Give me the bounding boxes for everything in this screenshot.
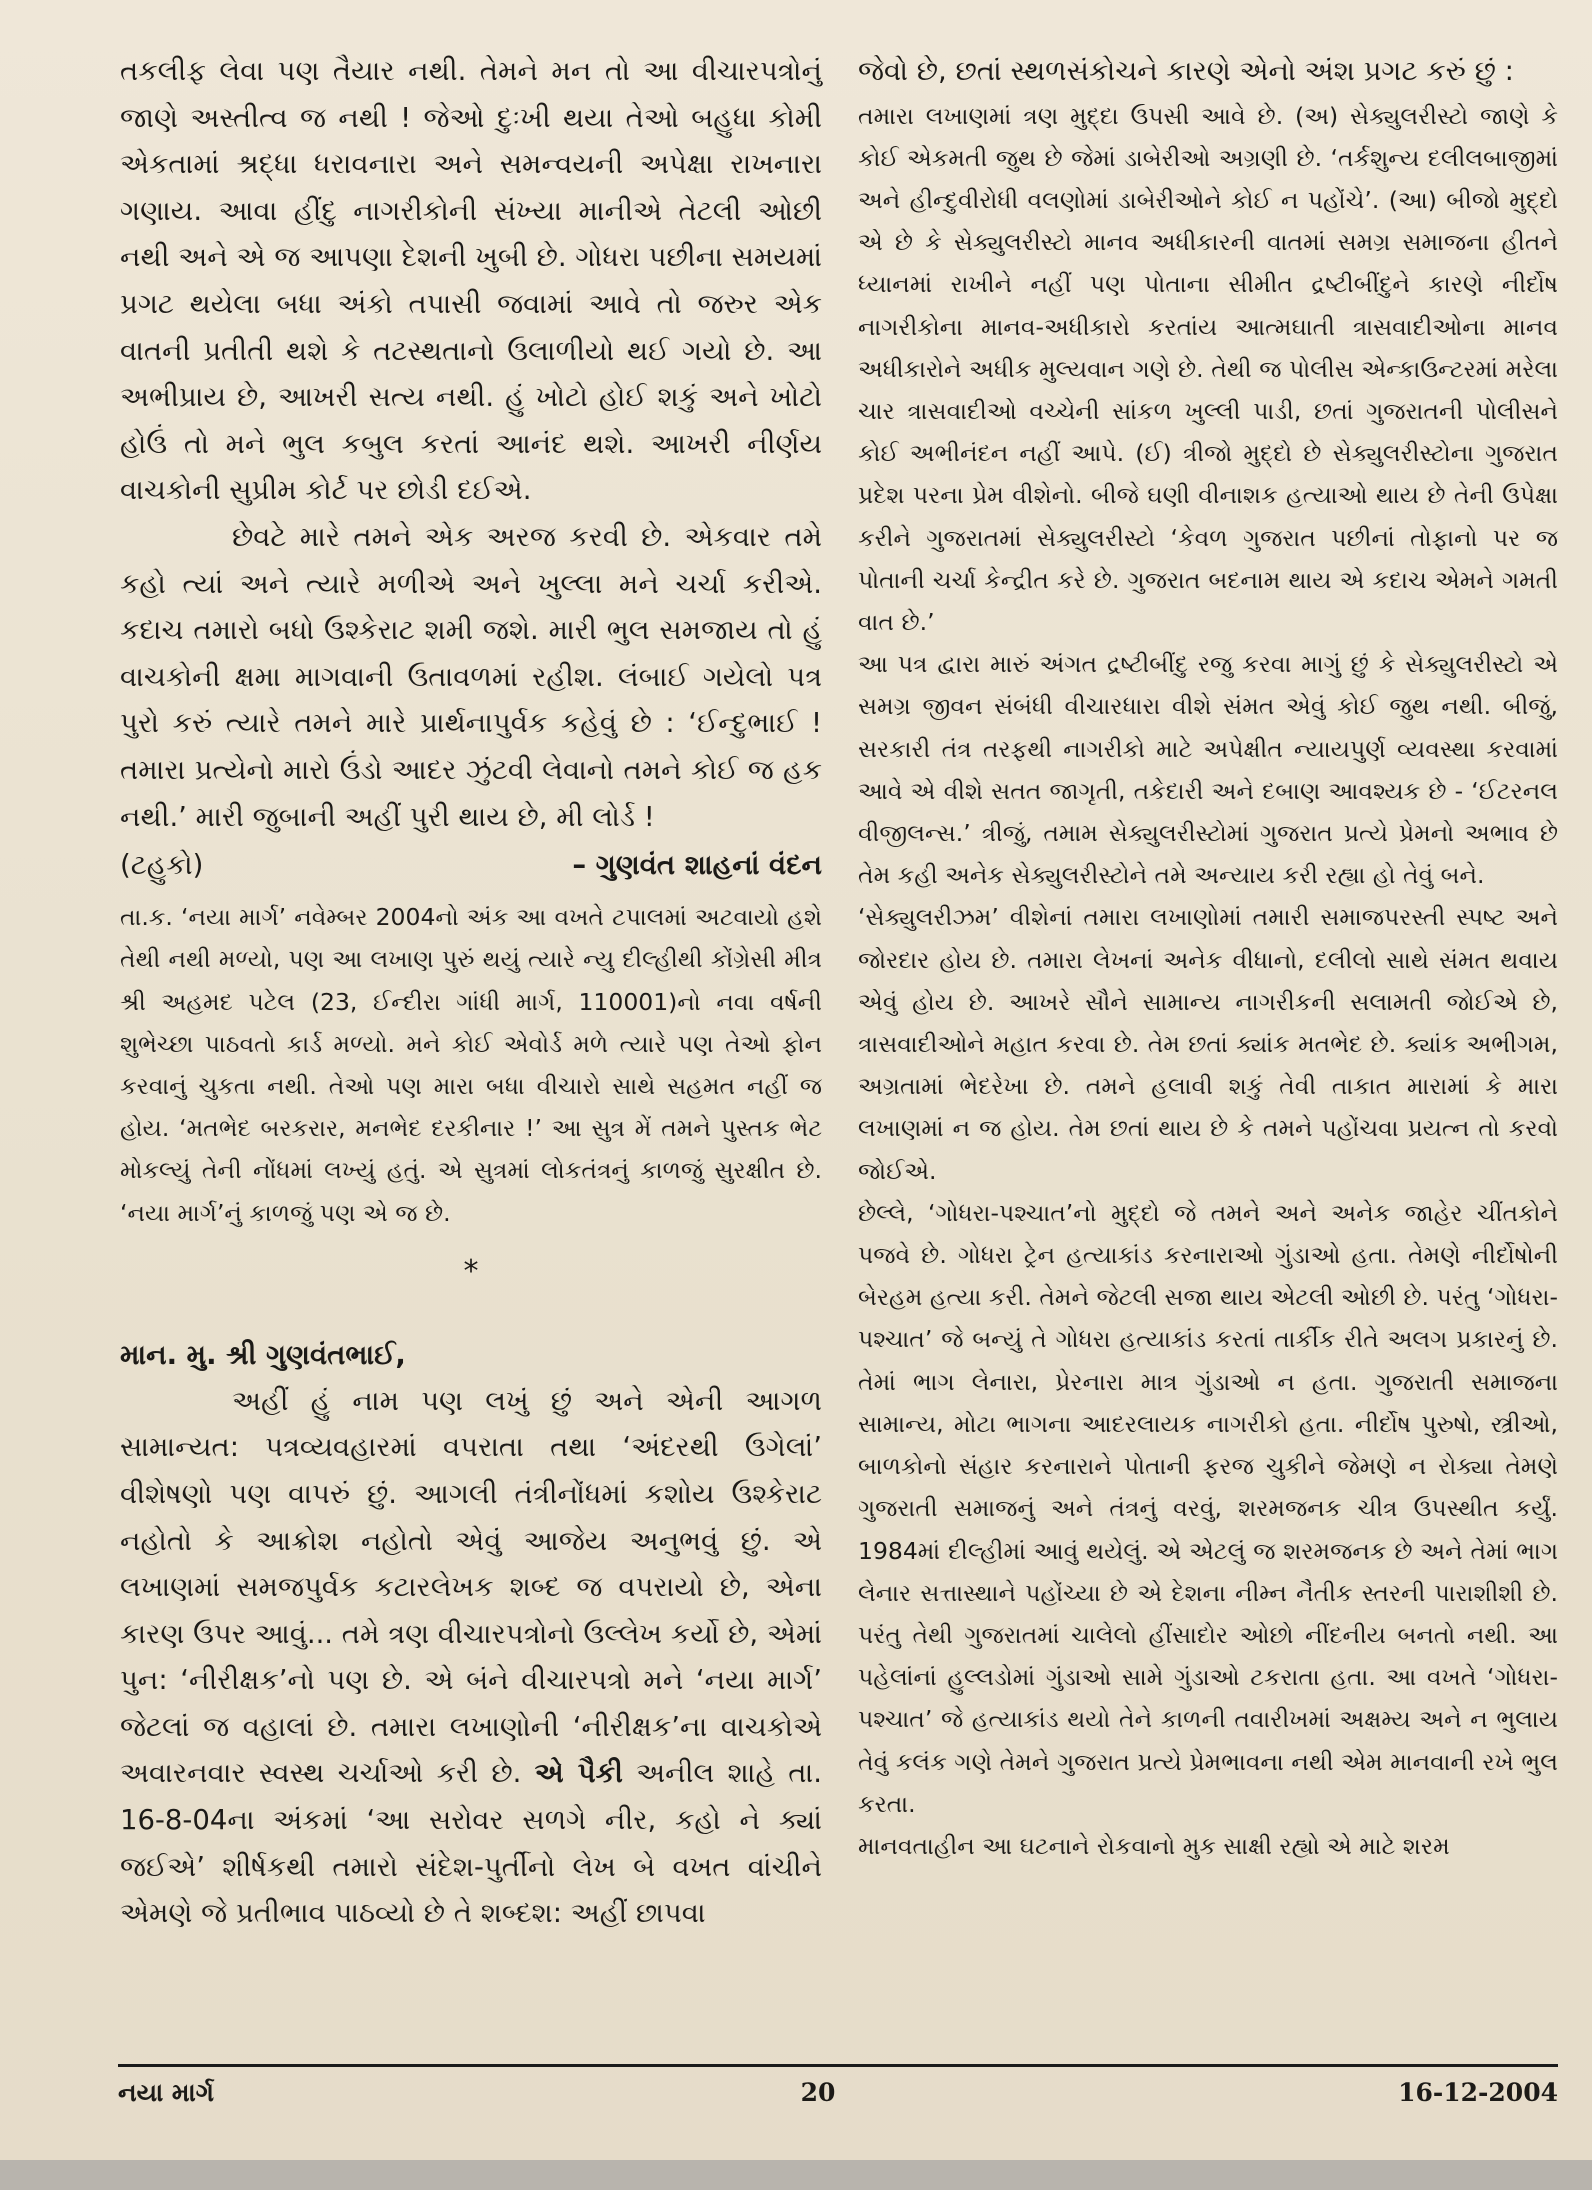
- right-paragraph-3: આ પત્ર દ્વારા મારું અંગત દ્રષ્ટીબીંદુ રજુ કરવા માગું છું કે સેક્યુલરીસ્ટો એ સમગ્ર જીવન સંબંધી વીચારધારા વીશે સંમત એવું કોઈ જુથ નથી. બીજું, સરકારી તંત્ર તરફથી નાગરીકો માટે અપેક્ષીત ન્યાયપુર્ણ વ્યવસ્થા કરવામાં આવે એ વીશે સતત જાગૃતી, તકેદારી અને દબાણ આવશ્યક છે - ‘ઈટરનલ વીજીલન્સ.’ ત્રીજું, તમામ સેક્યુલરીસ્ટોમાં ગુજરાત પ્રત્યે પ્રેમનો અભાવ છે તેમ કહી અનેક સેક્યુલરીસ્ટોને તમે અન્યાય કરી રહ્યા હો તેવું બને.: [858, 650, 1558, 890]
- left-paragraph-3-text: અહીં હું નામ પણ લખું છું અને એની આગળ સામાન્યત: પત્રવ્યવહારમાં વપરાતા તથા ‘અંદરથી ઉગેલાં’ વીશેષણો પણ વાપરું છું. આગલી તંત્રીનોંધમાં કશોય ઉશ્કેરાટ નહોતો કે આક્રોશ નહોતો એવું આજેય અનુભવું છું. એ લખાણમાં સમજપુર્વક કટારલેખક શબ્દ જ વપરાયો છે, એના કારણ ઉપર આવું... તમે ત્રણ વીચારપત્રોનો ઉલ્લેખ કર્યો છે, એમાં પુન: ‘નીરીક્ષક’નો પણ છે. એ બંને વીચારપત્રો મને ‘નયા માર્ગ’ જેટલાં જ વહાલાં છે. તમારા લખાણોની ‘નીરીક્ષક’ના વાચકોએ અવારનવાર સ્વસ્થ ચર્ચાઓ કરી છે.: [120, 1384, 822, 1790]
- section-separator: *: [463, 1253, 479, 1289]
- left-paragraph-1: તકલીફ લેવા પણ તૈયાર નથી. તેમને મન તો આ વીચારપત્રોનું જાણે અસ્તીત્વ જ નથી ! જેઓ દુઃખી થયા તેઓ બહુધા કોમી એકતામાં શ્રદ્ધા ધરાવનારા અને સમન્વયની અપેક્ષા રાખનારા ગણાય. આવા હીંદુ નાગરીકોની સંખ્યા માનીએ તેટલી ઓછી નથી અને એ જ આપણા દેશની ખુબી છે. ગોધરા પછીના સમયમાં પ્રગટ થયેલા બધા અંકો તપાસી જવામાં આવે તો જરુર એક વાતની પ્રતીતી થશે કે તટસ્થતાનો ઉલાળીયો થઈ ગયો છે. આ અભીપ્રાય છે, આખરી સત્ય નથી. હું ખોટો હોઈ શકું અને ખોટો હોઉં તો મને ભુલ કબુલ કરતાં આનંદ થશે. આખરી નીર્ણય વાચકોની સુપ્રીમ કોર્ટ પર છોડી દઈએ.: [120, 55, 822, 507]
- left-paragraph-3-bold: એ પૈકી: [534, 1757, 623, 1790]
- footer-publication: નયા માર્ગ: [118, 2078, 214, 2107]
- footer-page-number: 20: [800, 2078, 836, 2107]
- page-footer: [118, 2078, 1558, 2118]
- footer-date: 16-12-2004: [1398, 2078, 1558, 2107]
- left-paragraph-2: છેવટે મારે તમને એક અરજ કરવી છે. એકવાર તમે કહો ત્યાં અને ત્યારે મળીએ અને ખુલ્લા મને ચર્ચા કરીએ. કદાચ તમારો બધો ઉશ્કેરાટ શમી જશે. મારી ભુલ સમજાય તો હું વાચકોની ક્ષમા માગવાની ઉતાવળમાં રહીશ. લંબાઈ ગયેલો પત્ર પુરો કરું ત્યારે તમને મારે પ્રાર્થનાપુર્વક કહેવું છે : ‘ઈન્દુભાઈ ! તમારા પ્રત્યેનો મારો ઉંડો આદર ઝુંટવી લેવાનો તમને કોઈ જ હક નથી.’ મારી જુબાની અહીં પુરી થાય છે, મી લોર્ડ !: [120, 520, 822, 833]
- signature-note: (ટહુકો): [120, 849, 204, 882]
- left-paragraph-3: [120, 1378, 822, 1937]
- right-column: [858, 48, 1558, 1867]
- left-paragraph-3-cont: અનીલ શાહે તા. 16-8-04ના અંકમાં ‘આ સરોવર સળગે નીર, કહો ને ક્યાં જઈએ’ શીર્ષકથી તમારો સંદેશ-પુર્તીનો લેખ બે વખત વાંચીને એમણે જે પ્રતીભાવ પાઠવ્યો છે તે શબ્દશ: અહીં છાપવા: [120, 1757, 822, 1930]
- scan-edge: [0, 2160, 1592, 2190]
- right-paragraph-1: જેવો છે, છતાં સ્થળસંકોચને કારણે એનો અંશ પ્રગટ કરું છું :: [858, 55, 1514, 87]
- left-column: [120, 48, 822, 1937]
- signature-line: [120, 840, 822, 890]
- right-paragraph-4: ‘સેક્યુલરીઝમ’ વીશેનાં તમારા લખાણોમાં તમારી સમાજપરસ્તી સ્પષ્ટ અને જોરદાર હોય છે. તમારા લેખનાં અનેક વીધાનો, દલીલો સાથે સંમત થવાય એવું હોય છે. આખરે સૌને સામાન્ય નાગરીકની સલામતી જોઈએ છે, ત્રાસવાદીઓને મહાત કરવા છે. તેમ છતાં ક્યાંક મતભેદ છે. ક્યાંક અભીગમ, અગ્રતામાં ભેદરેખા છે. તમને હલાવી શકું તેવી તાકાત મારામાં કે મારા લખાણમાં ન જ હોય. તેમ છતાં થાય છે કે તમને પહોંચવા પ્રયત્ન તો કરવો જોઈએ.: [858, 903, 1558, 1185]
- postscript: તા.ક. ‘નયા માર્ગ’ નવેમ્બર 2004નો અંક આ વખતે ટપાલમાં અટવાયો હશે તેથી નથી મળ્યો, પણ આ લખાણ પુરું થયું ત્યારે ન્યુ દીલ્હીથી કોંગ્રેસી મીત્ર શ્રી અહમદ પટેલ (23, ઈન્દીરા ગાંધી માર્ગ, 110001)નો નવા વર્ષની શુભેચ્છા પાઠવતો કાર્ડ મળ્યો. મને કોઈ એવોર્ડ મળે ત્યારે પણ તેઓ ફોન કરવાનું ચુકતા નથી. તેઓ પણ મારા બધા વીચારો સાથે સહમત નહીં જ હોય. ‘મતભેદ બરકરાર, મનભેદ દરકીનાર !’ આ સુત્ર મેં તમને પુસ્તક ભેટ મોકલ્યું તેની નોંધમાં લખ્યું હતું. એ સુત્રમાં લોકતંત્રનું કાળજું સુરક્ષીત છે. ‘નયા માર્ગ’નું કાળજું પણ એ જ છે.: [120, 903, 822, 1227]
- right-paragraph-6: માનવતાહીન આ ઘટનાને રોકવાનો મુક સાક્ષી રહ્યો એ માટે શરમ: [858, 1831, 1450, 1860]
- right-paragraph-5: છેલ્લે, ‘ગોધરા-પશ્ચાત’નો મુદ્દો જે તમને અને અનેક જાહેર ચીંતકોને પજવે છે. ગોધરા ટ્રેન હત્યાકાંડ કરનારાઓ ગુંડાઓ હતા. તેમણે નીર્દોષોની બેરહમ હત્યા કરી. તેમને જેટલી સજા થાય એટલી ઓછી છે. પરંતુ ‘ગોધરા-પશ્ચાત’ જે બન્યું તે ગોધરા હત્યાકાંડ કરતાં તાર્કીક રીતે અલગ પ્રકારનું છે. તેમાં ભાગ લેનારા, પ્રેરનારા માત્ર ગુંડાઓ ન હતા. ગુજરાતી સમાજના સામાન્ય, મોટા ભાગના આદરલાયક નાગરીકો હતા. નીર્દોષ પુરુષો, સ્ત્રીઓ, બાળકોનો સંહાર કરનારાને પોતાની ફરજ ચુકીને જેમણે ન રોક્યા તેમણે ગુજરાતી સમાજનું અને તંત્રનું વરવું, શરમજનક ચીત્ર ઉપસ્થીત કર્યું. 1984માં દીલ્હીમાં આવું થયેલું. એ એટલું જ શરમજનક છે અને તેમાં ભાગ લેનાર સત્તાસ્થાને પહોંચ્યા છે એ દેશના નીમ્ન નૈતીક સ્તરની પારાશીશી છે. પરંતુ તેથી ગુજરાતમાં ચાલેલો હીંસાદોર ઓછો નીંદનીય બનતો નથી. આ પહેલાંનાં હુલ્લડોમાં ગુંડાઓ સામે ગુંડાઓ ટકરાતા હતા. આ વખતે ‘ગોધરા- પશ્ચાત’ જે હત્યાકાંડ થયો તેને કાળની તવારીખમાં અક્ષમ્ય અને ન ભુલાય તેવું કલંક ગણે તેમને ગુજરાત પ્રત્યે પ્રેમભાવના નથી એમ માનવાની રખે ભુલ કરતા.: [858, 1198, 1558, 1818]
- letter-salutation: માન. મુ. શ્રી ગુણવંતભાઈ,: [120, 1338, 406, 1371]
- right-paragraph-2: તમારા લખાણમાં ત્રણ મુદ્દા ઉપસી આવે છે. (અ) સેક્યુલરીસ્ટો જાણે કે કોઈ એકમતી જુથ છે જેમાં ડાબેરીઓ અગ્રણી છે. ‘તર્કશુન્ય દલીલબાજીમાં અને હીન્દુવીરોધી વલણોમાં ડાબેરીઓને કોઈ ન પહોંચે’. (આ) બીજો મુદ્દો એ છે કે સેક્યુલરીસ્ટો માનવ અધીકારની વાતમાં સમગ્ર સમાજના હીતને ધ્યાનમાં રાખીને નહીં પણ પોતાના સીમીત દ્રષ્ટીબીંદુને કારણે નીર્દોષ નાગરીકોના માનવ-અધીકારો કરતાંય આત્મઘાતી ત્રાસવાદીઓના માનવ અધીકારોને અધીક મુલ્યવાન ગણે છે. તેથી જ પોલીસ એન્કાઉન્ટરમાં મરેલા ચાર ત્રાસવાદીઓ વચ્ચેની સાંકળ ખુલ્લી પાડી, છતાં ગુજરાતની પોલીસને કોઈ અભીનંદન નહીં આપે. (ઈ) ત્રીજો મુદ્દો છે સેક્યુલરીસ્ટોના ગુજરાત પ્રદેશ પરના પ્રેમ વીશેનો. બીજે ઘણી વીનાશક હત્યાઓ થાય છે તેની ઉપેક્ષા કરીને ગુજરાતમાં સેક્યુલરીસ્ટો ‘કેવળ ગુજરાત પછીનાં તોફાનો પર જ પોતાની ચર્ચા કેન્દ્રીત કરે છે. ગુજરાત બદનામ થાય એ કદાચ એમને ગમતી વાત છે.’: [858, 101, 1558, 637]
- signature-name: – ગુણવંત શાહનાં વંદન: [572, 849, 822, 882]
- footer-rule: [118, 2064, 1558, 2067]
